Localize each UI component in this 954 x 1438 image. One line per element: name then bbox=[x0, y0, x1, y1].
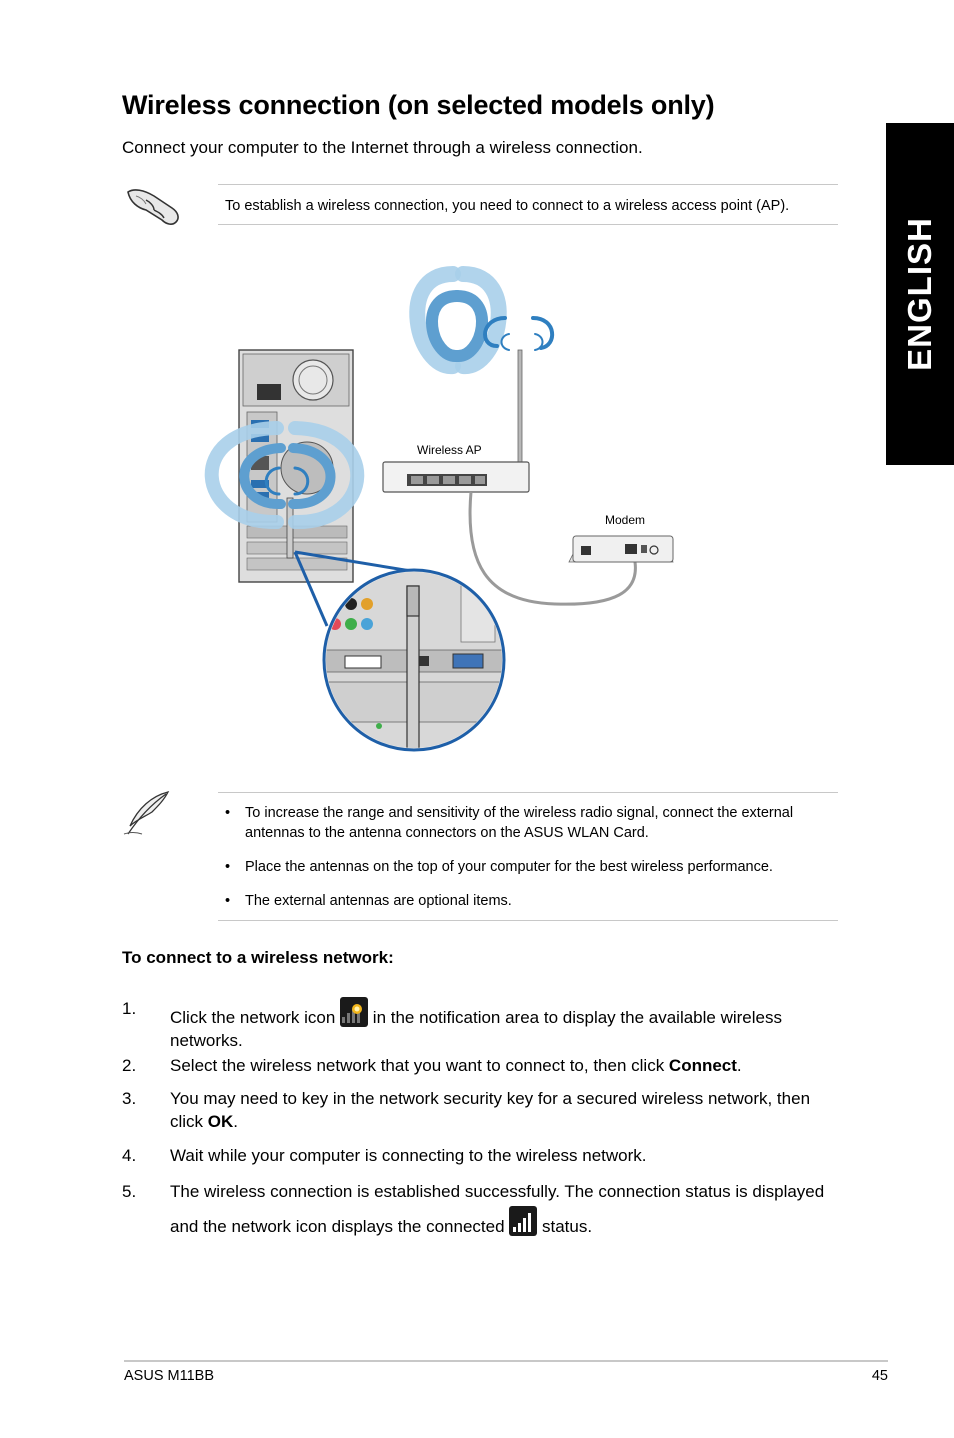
step-item: 1. Click the network icon in the notification area to display the available wireless networks. bbox=[122, 999, 782, 1050]
step-item: 3. You may need to key in the network security key for a secured wireless network, then click OK. bbox=[122, 1089, 811, 1131]
modem-label: Modem bbox=[605, 513, 646, 527]
note-item: • Place the antennas on the top of your computer for the best wireless performance. bbox=[225, 859, 773, 875]
page-title: Wireless connection (on selected models only) bbox=[122, 90, 715, 120]
router-signal-waves bbox=[417, 274, 552, 366]
desktop-tower-rear bbox=[239, 350, 353, 582]
wireless-ap-label: Wireless AP bbox=[417, 443, 482, 457]
language-tab-label: ENGLISH bbox=[901, 217, 938, 371]
intro-text: Connect your computer to the Internet through a wireless connection. bbox=[122, 138, 643, 157]
footer-rule bbox=[124, 1360, 888, 1362]
notes-rule-top bbox=[218, 792, 838, 793]
ap-note-text: To establish a wireless connection, you need to connect to a wireless access point (AP). bbox=[225, 198, 790, 214]
note-rule-top bbox=[218, 184, 838, 185]
hand-pointer-icon bbox=[124, 182, 184, 230]
network-searching-icon bbox=[340, 997, 368, 1027]
note-item: • The external antennas are optional items. bbox=[225, 893, 512, 909]
notes-list bbox=[225, 803, 835, 925]
wireless-connection-diagram bbox=[195, 262, 685, 754]
notes-rule-bottom bbox=[218, 920, 838, 921]
step-item: 4. Wait while your computer is connecting to the wireless network. bbox=[122, 1146, 647, 1165]
network-connected-icon bbox=[509, 1206, 537, 1236]
feather-note-icon bbox=[122, 790, 170, 838]
note-item: • To increase the range and sensitivity of the wireless radio signal, connect the external antennas to the antenna connectors on the ASUS WLAN Card. bbox=[225, 805, 794, 841]
step-item: 2. Select the wireless network that you want to connect to, then click Connect. bbox=[122, 1056, 742, 1075]
modem-device bbox=[569, 536, 673, 562]
footer-page-number: 45 bbox=[871, 1368, 888, 1384]
note-rule-bottom bbox=[218, 224, 838, 225]
step-item: 5. The wireless connection is established successfully. The connection status is displayed and the network icon displays the connected status. bbox=[122, 1182, 825, 1236]
footer-model: ASUS M11BB bbox=[124, 1368, 214, 1384]
steps-heading: To connect to a wireless network: bbox=[122, 948, 394, 967]
language-tab bbox=[886, 123, 954, 465]
